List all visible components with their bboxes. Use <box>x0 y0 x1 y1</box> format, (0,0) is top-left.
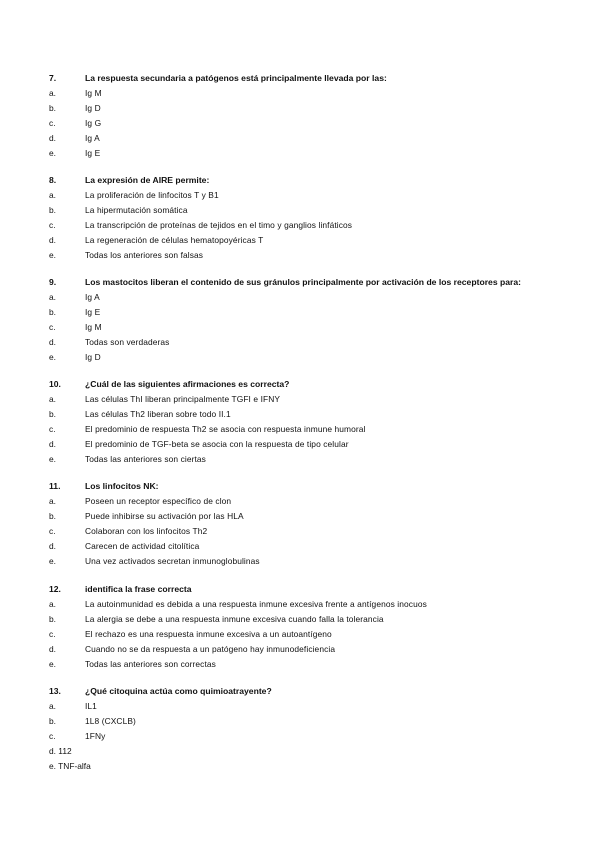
option-text: Cuando no se da respuesta a un patógeno hay inmunodeficiencia <box>85 644 336 654</box>
question-number: 11. <box>49 481 61 491</box>
option-e <box>0 352 600 367</box>
option-letter: d. <box>49 541 56 551</box>
question-number: 8. <box>49 175 57 185</box>
option-e <box>0 556 600 571</box>
option-text: La proliferación de linfocitos T y B1 <box>85 190 219 200</box>
option-a <box>0 599 600 614</box>
option-b <box>0 103 600 118</box>
option-letter: a. <box>49 496 56 506</box>
option-text: e. TNF-alfa <box>49 761 91 771</box>
option-letter: e. <box>49 556 56 566</box>
option-text: La transcripción de proteínas de tejidos en el timo y ganglios linfáticos <box>85 220 353 230</box>
option-b <box>0 716 600 731</box>
question-number: 9. <box>49 277 57 287</box>
option-b <box>0 205 600 220</box>
option-text: La hipermutación somática <box>85 205 188 215</box>
option-e <box>0 250 600 265</box>
option-d <box>0 644 600 659</box>
option-b <box>0 614 600 629</box>
question-11 <box>0 481 600 571</box>
option-a <box>0 394 600 409</box>
option-a <box>0 496 600 511</box>
option-text: El rechazo es una respuesta inmune excesiva a un autoantígeno <box>85 629 332 639</box>
question-number: 12. <box>49 584 61 594</box>
question-number: 13. <box>49 686 61 696</box>
question-text: La respuesta secundaria a patógenos está principalmente llevada por las: <box>85 73 387 83</box>
question-header <box>0 584 600 599</box>
option-text: 1L8 (CXCLB) <box>85 716 136 726</box>
option-text: Todas las anteriores son correctas <box>85 659 216 669</box>
question-text: ¿Cuál de las siguientes afirmaciones es correcta? <box>85 379 290 389</box>
option-text: Ig D <box>85 103 101 113</box>
question-8 <box>0 175 600 265</box>
option-text: Poseen un receptor específico de clon <box>85 496 232 506</box>
option-letter: a. <box>49 701 56 711</box>
option-letter: e. <box>49 352 56 362</box>
option-letter: c. <box>49 220 56 230</box>
question-12 <box>0 584 600 674</box>
option-letter: a. <box>49 190 56 200</box>
option-text: Ig M <box>85 322 102 332</box>
question-text: Los mastocitos liberan el contenido de sus gránulos principalmente por activación de los receptores para: <box>85 277 522 287</box>
option-letter: d. <box>49 235 56 245</box>
option-letter: c. <box>49 629 56 639</box>
option-letter: b. <box>49 409 56 419</box>
option-text: d. 112 <box>49 746 72 756</box>
option-text: Puede inhibirse su activación por las HLA <box>85 511 244 521</box>
option-c <box>0 220 600 235</box>
option-text: La regeneración de células hematopoyéricas T <box>85 235 264 245</box>
option-text: Ig G <box>85 118 102 128</box>
question-9 <box>0 277 600 367</box>
option-letter: d. <box>49 133 56 143</box>
option-text: 1FNy <box>85 731 106 741</box>
question-10 <box>0 379 600 469</box>
option-d <box>0 337 600 352</box>
option-c <box>0 322 600 337</box>
option-c <box>0 424 600 439</box>
option-b <box>0 511 600 526</box>
option-letter: a. <box>49 599 56 609</box>
option-text: Ig E <box>85 307 101 317</box>
option-letter: b. <box>49 205 56 215</box>
question-header <box>0 175 600 190</box>
question-text: La expresión de AIRE permite: <box>85 175 210 185</box>
question-header <box>0 686 600 701</box>
option-text: Una vez activados secretan inmunoglobulinas <box>85 556 260 566</box>
option-text: El predominio de TGF-beta se asocia con la respuesta de tipo celular <box>85 439 349 449</box>
option-letter: c. <box>49 322 56 332</box>
option-text: Todas son verdaderas <box>85 337 170 347</box>
option-letter: b. <box>49 716 56 726</box>
option-letter: b. <box>49 614 56 624</box>
option-text: El predominio de respuesta Th2 se asocia con respuesta inmune humoral <box>85 424 366 434</box>
option-e-inline <box>0 761 600 776</box>
question-number: 7. <box>49 73 57 83</box>
option-e <box>0 659 600 674</box>
option-d-inline <box>0 746 600 761</box>
question-header <box>0 379 600 394</box>
question-header <box>0 73 600 88</box>
option-letter: c. <box>49 526 56 536</box>
option-letter: a. <box>49 292 56 302</box>
question-text: ¿Qué citoquina actúa como quimioatrayente? <box>85 686 272 696</box>
option-a <box>0 701 600 716</box>
option-a <box>0 88 600 103</box>
option-text: Carecen de actividad citolítica <box>85 541 200 551</box>
option-c <box>0 629 600 644</box>
option-letter: c. <box>49 731 56 741</box>
option-text: Las células Th2 liberan sobre todo II.1 <box>85 409 231 419</box>
option-c <box>0 526 600 541</box>
option-text: Ig E <box>85 148 101 158</box>
option-letter: a. <box>49 394 56 404</box>
option-text: La autoinmunidad es debida a una respuesta inmune excesiva frente a antígenos inocuos <box>85 599 427 609</box>
option-e <box>0 454 600 469</box>
option-letter: a. <box>49 88 56 98</box>
option-d <box>0 541 600 556</box>
option-text: Ig A <box>85 292 100 302</box>
option-b <box>0 307 600 322</box>
option-a <box>0 190 600 205</box>
question-header <box>0 481 600 496</box>
option-letter: e. <box>49 250 56 260</box>
option-text: IL1 <box>85 701 97 711</box>
option-letter: c. <box>49 118 56 128</box>
option-letter: c. <box>49 424 56 434</box>
option-letter: e. <box>49 454 56 464</box>
option-letter: e. <box>49 148 56 158</box>
question-7 <box>0 73 600 163</box>
option-a <box>0 292 600 307</box>
option-d <box>0 133 600 148</box>
option-text: Todas las anteriores son ciertas <box>85 454 206 464</box>
option-d <box>0 439 600 454</box>
option-text: Colaboran con los linfocitos Th2 <box>85 526 208 536</box>
option-c <box>0 118 600 133</box>
question-text: identifica la frase correcta <box>85 584 192 594</box>
option-text: Todas los anteriores son falsas <box>85 250 204 260</box>
option-text: La alergia se debe a una respuesta inmune excesiva cuando falla la tolerancia <box>85 614 384 624</box>
option-d <box>0 235 600 250</box>
question-text: Los linfocitos NK: <box>85 481 159 491</box>
option-text: Ig M <box>85 88 102 98</box>
option-letter: b. <box>49 103 56 113</box>
option-letter: b. <box>49 511 56 521</box>
option-c <box>0 731 600 746</box>
option-text: Las células ThI liberan principalmente TGFI e IFNY <box>85 394 281 404</box>
option-e <box>0 148 600 163</box>
question-number: 10. <box>49 379 61 389</box>
option-letter: b. <box>49 307 56 317</box>
option-b <box>0 409 600 424</box>
option-letter: d. <box>49 337 56 347</box>
option-text: Ig A <box>85 133 100 143</box>
option-letter: d. <box>49 439 56 449</box>
question-header <box>0 277 600 292</box>
option-text: Ig D <box>85 352 101 362</box>
option-letter: e. <box>49 659 56 669</box>
question-13 <box>0 686 600 776</box>
option-letter: d. <box>49 644 56 654</box>
